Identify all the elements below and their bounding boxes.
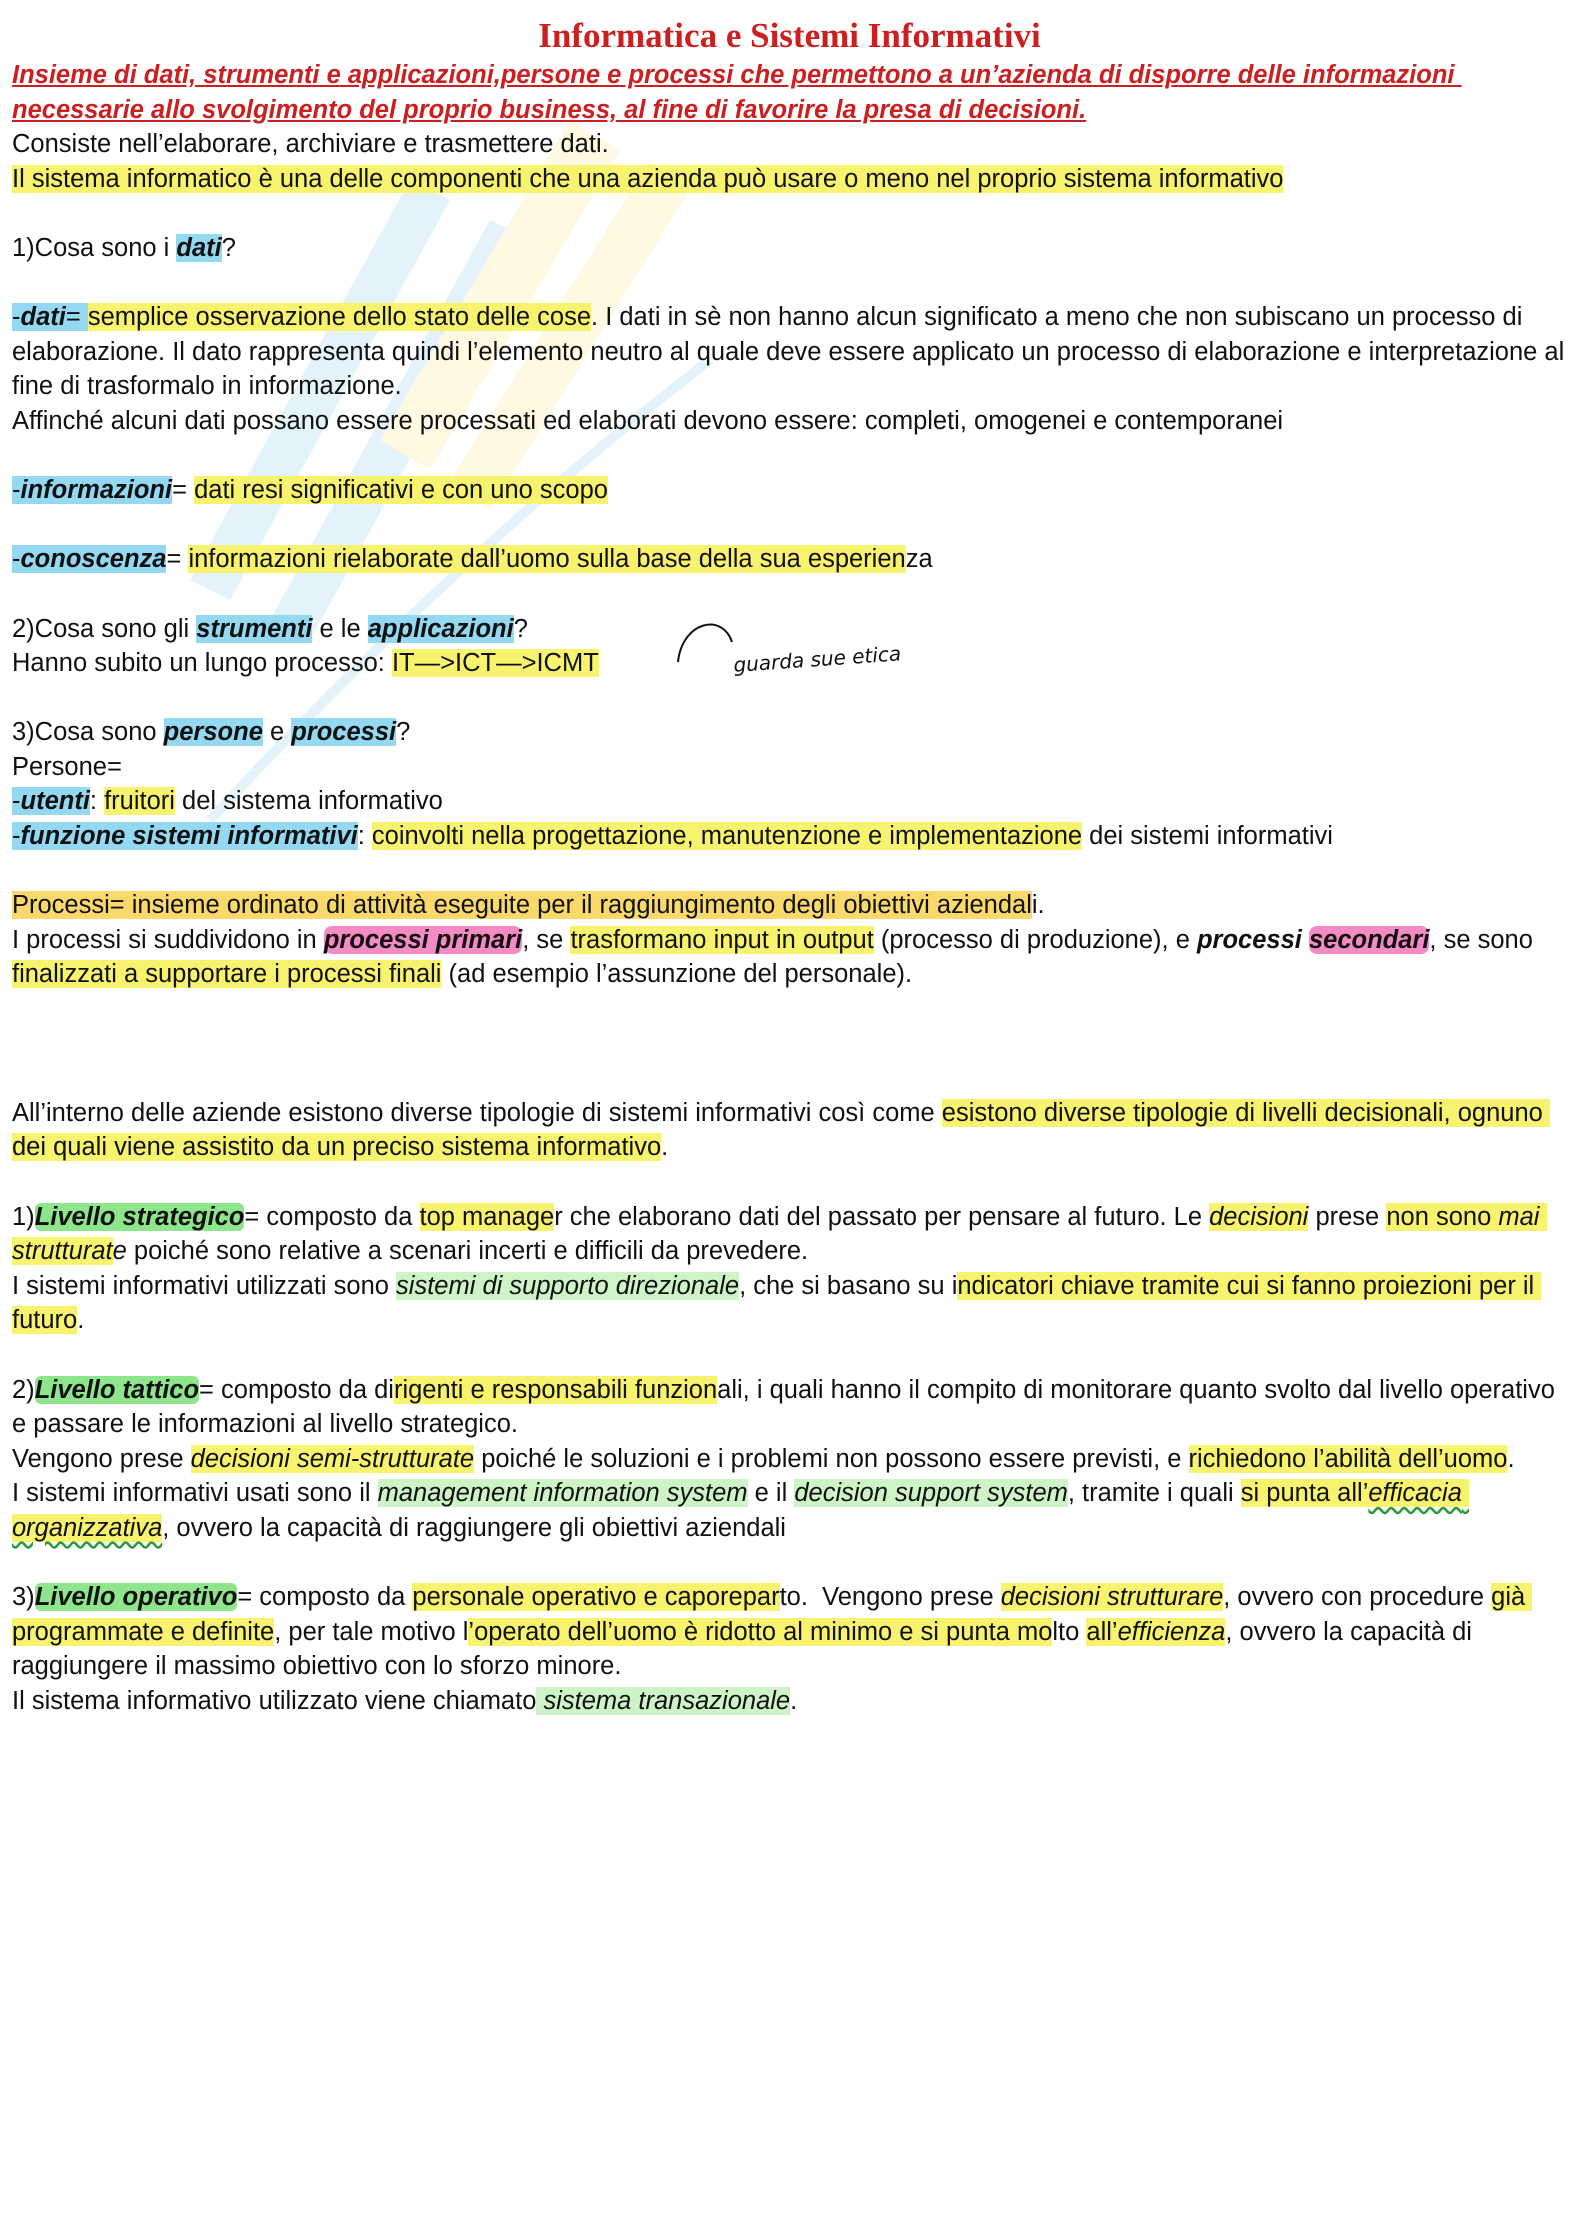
line-utenti: -utenti: fruitori del sistema informativo [12, 787, 443, 816]
intro-definition: Insieme di dati, strumenti e applicazioni,persone e processi che permettono a un’azienda di disporre delle informazioni necessarie allo svolgimento del proprio business, al fine di favorire la presa di decisioni. [12, 61, 1462, 124]
highlight: dati resi significativi e con uno scopo [194, 476, 608, 505]
paragraph-livello-operativo: 3)Livello operativo= composto da personale operativo e caporeparto. Vengono prese decisioni strutturare, ovvero con procedure già programmate e definite, per tale motivo l’operato dell’uomo è ridotto al minimo e si punta molto all’efficienza, ovvero la capacità di raggiungere il massimo obiettivo con lo sforzo minore. [12, 1583, 1533, 1681]
line-sistema-informatico [12, 162, 1567, 197]
keyword-livello-tattico: Livello tattico [34, 1375, 200, 1404]
line-consiste: Consiste nell’elaborare, archiviare e trasmettere dati. [12, 130, 609, 159]
paragraph-processi-split: I processi si suddividono in processi primari, se trasformano input in output (processo di produzione), e processi secondari, se sono finalizzati a supportare i processi finali (ad esempio l’assunzione del personale). [12, 925, 1540, 989]
keyword-applicazioni: applicazioni [367, 614, 514, 643]
paragraph-dati: -dati= semplice osservazione dello stato delle cose. I dati in sè non hanno alcun significato a meno che non subiscano un processo di elaborazione. Il dato rappresenta quindi l’elemento neutro al quale deve essere applicato un processo di elaborazione e interpretazione al fine di trasformalo in informazione. [12, 303, 1572, 401]
highlight: ’operato dell’uomo è ridotto al minimo e si punta mo [468, 1617, 1053, 1646]
highlight-green: management information system [377, 1479, 748, 1508]
keyword-processi: processi [291, 718, 397, 747]
paragraph-livello-strategico: 1)Livello strategico= composto da top manager che elaborano dati del passato per pensare al futuro. Le decisioni prese non sono mai strutturate poiché sono relative a scenari incerti e difficili da prevedere. [12, 1202, 1547, 1266]
highlight: decisioni strutturare [1000, 1583, 1224, 1612]
highlight: informazioni rielaborate dall’uomo sulla base della sua esperien [188, 545, 906, 574]
paragraph-tattico-2: Vengono prese decisioni semi-strutturate poiché le soluzioni e i problemi non possono essere previsti, e richiedono l’abilità dell’uomo. [12, 1444, 1515, 1473]
highlight: semplice osservazione dello stato delle cose [87, 303, 592, 332]
keyword-utenti: utenti [20, 787, 90, 816]
highlight: si punta all’ [1240, 1479, 1369, 1508]
keyword-livello-strategico: Livello strategico [34, 1202, 245, 1231]
highlight: già programmate e definite [12, 1583, 1533, 1646]
label-persone: Persone= [12, 752, 122, 781]
highlight: finalizzati a supportare i processi finali [12, 960, 442, 989]
highlight: trasformano input in output [570, 925, 874, 954]
paragraph-livelli-intro: All’interno delle aziende esistono diverse tipologie di sistemi informativi così come esistono diverse tipologie di livelli decisionali, ognuno dei quali viene assistito da un preciso sistema informativo. [12, 1098, 1550, 1162]
page-title: Informatica e Sistemi Informativi [538, 16, 1041, 55]
highlight: esistono diverse tipologie di livelli decisionali, ognuno dei quali viene assistito da un preciso sistema informativo [12, 1098, 1550, 1162]
highlight: fruitori [104, 787, 175, 816]
line-processi-def: Processi= insieme ordinato di attività eseguite per il raggiungimento degli obiettivi aziendali. [12, 891, 1045, 920]
highlight: IT—>ICT—>ICMT [391, 649, 599, 678]
highlight: rigenti e responsabili funzion [393, 1375, 718, 1404]
highlight: coinvolti nella progettazione, manutenzione e implementazione [371, 822, 1083, 851]
highlight-green: sistemi di supporto direzionale [396, 1271, 740, 1300]
highlight: top manage [419, 1202, 555, 1231]
keyword-strumenti: strumenti [196, 614, 313, 643]
wavy-underline: efficacia organizzativa [12, 1479, 1469, 1542]
keyword-informazioni: informazioni [20, 476, 173, 505]
keyword-dati: dati [176, 233, 222, 262]
line-processo-it: Hanno subito un lungo processo: IT—>ICT—>ICMT [12, 649, 599, 678]
highlight: Il sistema informatico è una delle componenti che una azienda può usare o meno nel proprio sistema informativo [12, 164, 1284, 193]
highlight: ndicatori chiave tramite cui si fanno proiezioni per il futuro [12, 1271, 1542, 1335]
paragraph-conoscenza: -conoscenza= informazioni rielaborate dall’uomo sulla base della sua esperienza [12, 545, 933, 574]
annotation-text: guarda sue etica [732, 641, 902, 677]
highlight: richiedono l’abilità dell’uomo [1188, 1444, 1508, 1473]
keyword-processi-primari: processi primari [323, 925, 523, 954]
highlight: Processi= insieme ordinato di attività eseguite per il raggiungimento degli obiettivi aziendal [12, 891, 1032, 920]
question-3: 3)Cosa sono persone e processi? [12, 718, 411, 747]
line-funzione: -funzione sistemi informativi: coinvolti nella progettazione, manutenzione e implementazione dei sistemi informativi [12, 822, 1333, 851]
keyword-conoscenza: conoscenza [20, 545, 167, 574]
paragraph-strategico-2: I sistemi informativi utilizzati sono sistemi di supporto direzionale, che si basano su indicatori chiave tramite cui si fanno proiezioni per il futuro. [12, 1271, 1542, 1335]
paragraph-livello-tattico: 2)Livello tattico= composto da dirigenti e responsabili funzionali, i quali hanno il compito di monitorare quanto svolto dal livello operativo e passare le informazioni al livello strategico. [12, 1375, 1562, 1439]
paragraph-tattico-3: I sistemi informativi usati sono il management information system e il decision support system, tramite i quali si punta all’efficacia organizzativa, ovvero la capacità di raggiungere gli obiettivi aziendali [12, 1479, 1469, 1542]
keyword-persone: persone [163, 718, 263, 747]
keyword-livello-operativo: Livello operativo [34, 1583, 238, 1612]
paragraph-operativo-2: Il sistema informativo utilizzato viene chiamato sistema transazionale. [12, 1686, 798, 1715]
keyword-dati: dati [20, 303, 66, 332]
highlight-green: sistema transazionale [536, 1686, 791, 1715]
question-1: 1)Cosa sono i dati? [12, 233, 236, 262]
line-affinche: Affinché alcuni dati possano essere processati ed elaborati devono essere: completi, omogenei e contemporanei [12, 406, 1284, 435]
highlight: decisioni semi-strutturate [190, 1444, 475, 1473]
keyword-funzione: funzione sistemi informativi [20, 822, 358, 851]
highlight-green: decision support system [794, 1479, 1068, 1508]
keyword-processi-secondari: secondari [1308, 925, 1430, 954]
question-2: 2)Cosa sono gli strumenti e le applicazioni? [12, 614, 528, 643]
document-page [12, 14, 1572, 1719]
paragraph-informazioni: -informazioni= dati resi significativi e con uno scopo [12, 476, 608, 505]
highlight: personale operativo e caporepar [412, 1583, 780, 1612]
